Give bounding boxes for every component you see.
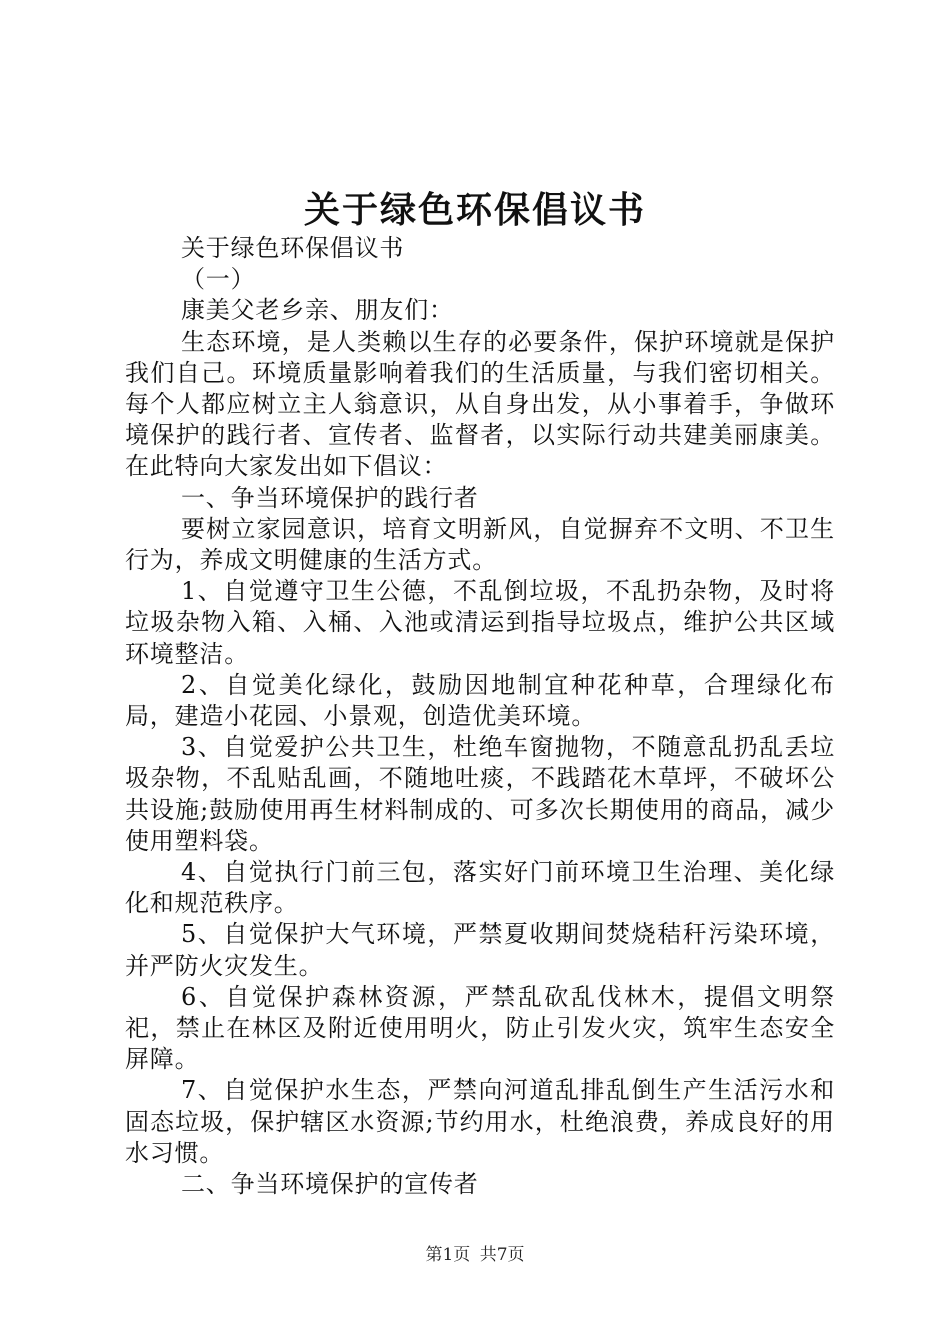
list-item-1: 1、自觉遵守卫生公德，不乱倒垃圾，不乱扔杂物，及时将垃圾杂物入箱、入桶、入池或清运到指导垃圾点，维护公共区域环境整洁。	[125, 577, 835, 668]
list-item-7: 7、自觉保护水生态，严禁向河道乱排乱倒生产生活污水和固态垃圾，保护辖区水资源;节约用水，杜绝浪费，养成良好的用水习惯。	[125, 1076, 835, 1167]
paragraph-subtitle: 关于绿色环保倡议书	[181, 234, 405, 262]
paragraph-civic: 要树立家园意识，培育文明新风，自觉摒弃不文明、不卫生行为，养成文明健康的生活方式。	[125, 514, 835, 575]
page-total: 共7页	[479, 1245, 525, 1265]
heading-advocate: 二、争当环境保护的宣传者	[181, 1170, 479, 1199]
document-title: 关于绿色环保倡议书	[303, 189, 646, 231]
paragraph-intro: 生态环境，是人类赖以生存的必要条件，保护环境就是保护我们自己。环境质量影响着我们的生活质量，与我们密切相关。每个人都应树立主人翁意识，从自身出发，从小事着手，争做环境保护的践行者、宣传者、监督者，以实际行动共建美丽康美。在此特向大家发出如下倡议：	[125, 327, 835, 481]
list-item-3: 3、自觉爱护公共卫生，杜绝车窗抛物，不随意乱扔乱丢垃圾杂物，不乱贴乱画，不随地吐痰，不践踏花木草坪，不破坏公共设施;鼓励使用再生材料制成的、可多次长期使用的商品，减少使用塑料袋。	[125, 733, 835, 855]
document-body	[125, 233, 835, 1200]
list-item-4: 4、自觉执行门前三包，落实好门前环境卫生治理、美化绿化和规范秩序。	[125, 858, 835, 918]
heading-practitioner: 一、争当环境保护的践行者	[181, 483, 479, 512]
page-footer	[0, 1244, 950, 1266]
paragraph-salutation: 康美父老乡亲、朋友们：	[181, 296, 454, 325]
list-item-6: 6、自觉保护森林资源，严禁乱砍乱伐林木，提倡文明祭祀，禁止在林区及附近使用明火，防止引发火灾，筑牢生态安全屏障。	[125, 982, 835, 1074]
page-number: 第1页	[425, 1245, 471, 1265]
paragraph-section-number: （一）	[181, 265, 256, 294]
list-item-2: 2、自觉美化绿化，鼓励因地制宜种花种草，合理绿化布局，建造小花园、小景观，创造优美环境。	[125, 670, 835, 731]
list-item-5: 5、自觉保护大气环境，严禁夏收期间焚烧秸秆污染环境，并严防火灾发生。	[125, 920, 835, 980]
